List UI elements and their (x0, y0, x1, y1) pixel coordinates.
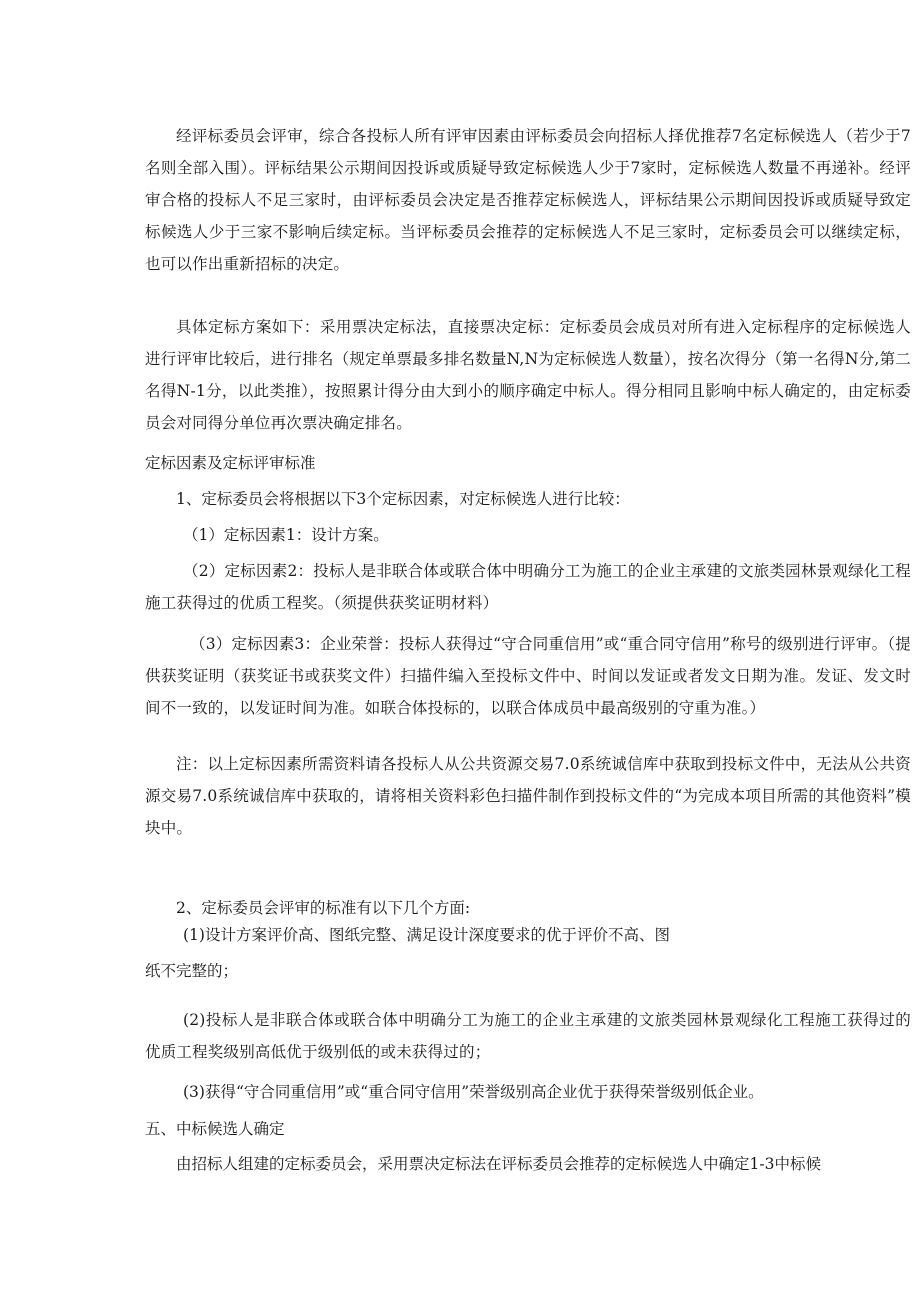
standard-item-3: (3)获得“守合同重信用”或“重合同守信用”荣誉级别高企业优于获得荣誉级别低企业。 (183, 1083, 764, 1101)
factor-item-3: （3）定标因素3：企业荣誉：投标人获得过“守合同重信用”或“重合同守信用”称号的级别进行评审。（提供获奖证明（获奖证书或获奖文件）扫描件编入至投标文件中、时间以发证或者发文日期为准。发证、发文时间不一致的，以发证时间为准。如联合体投标的，以联合体成员中最高级别的守重为准。） (145, 635, 911, 717)
section-heading-award-factors: 定标因素及定标评审标准 (145, 454, 316, 472)
list-item-standards-intro: 2、定标委员会评审的标准有以下几个方面: (176, 899, 471, 917)
section-heading-candidate-determination: 五、中标候选人确定 (145, 1120, 285, 1138)
paragraph-candidate-determination: 由招标人组建的定标委员会，采用票决定标法在评标委员会推荐的定标候选人中确定1-3中标候 (176, 1155, 821, 1173)
standard-item-2: (2)投标人是非联合体或联合体中明确分工为施工的企业主承建的文旅类园林景观绿化工程施工获得过的优质工程奖级别高低优于级别低的或未获得过的； (145, 1011, 911, 1061)
note-paragraph: 注：以上定标因素所需资料请各投标人从公共资源交易7.0系统诚信库中获取到投标文件中，无法从公共资源交易7.0系统诚信库中获取的，请将相关资料彩色扫描件制作到投标文件的“为完成本项目所需的其他资料”模块中。 (145, 755, 911, 837)
standard-item-1-line-2: 纸不完整的； (145, 962, 239, 980)
factor-item-1: （1）定标因素1：设计方案。 (183, 526, 389, 544)
standard-item-1-line-1: (1)设计方案评价高、图纸完整、满足设计深度要求的优于评价不高、图 (183, 926, 670, 944)
paragraph-award-method: 具体定标方案如下：采用票决定标法，直接票决定标：定标委员会成员对所有进入定标程序的定标候选人进行评审比较后，进行排名（规定单票最多排名数量N,N为定标候选人数量），按名次得分（第一名得N分,第二名得N-1分，以此类推），按照累计得分由大到小的顺序确定中标人。得分相同且影响中标人确定的，由定标委员会对同得分单位再次票决确定排名。 (145, 318, 911, 432)
list-item-factors-intro: 1、定标委员会将根据以下3个定标因素，对定标候选人进行比较： (176, 490, 630, 508)
factor-item-2: （2）定标因素2：投标人是非联合体或联合体中明确分工为施工的企业主承建的文旅类园林景观绿化工程施工获得过的优质工程奖。（须提供获奖证明材料） (145, 562, 911, 612)
paragraph-recommendation: 经评标委员会评审，综合各投标人所有评审因素由评标委员会向招标人择优推荐7名定标候选人（若少于7名则全部入围）。评标结果公示期间因投诉或质疑导致定标候选人少于7家时，定标候选人数量不再递补。经评审合格的投标人不足三家时，由评标委员会决定是否推荐定标候选人，评标结果公示期间因投诉或质疑导致定标候选人少于三家不影响后续定标。当评标委员会推荐的定标候选人不足三家时，定标委员会可以继续定标，也可以作出重新招标的决定。 (145, 127, 911, 273)
